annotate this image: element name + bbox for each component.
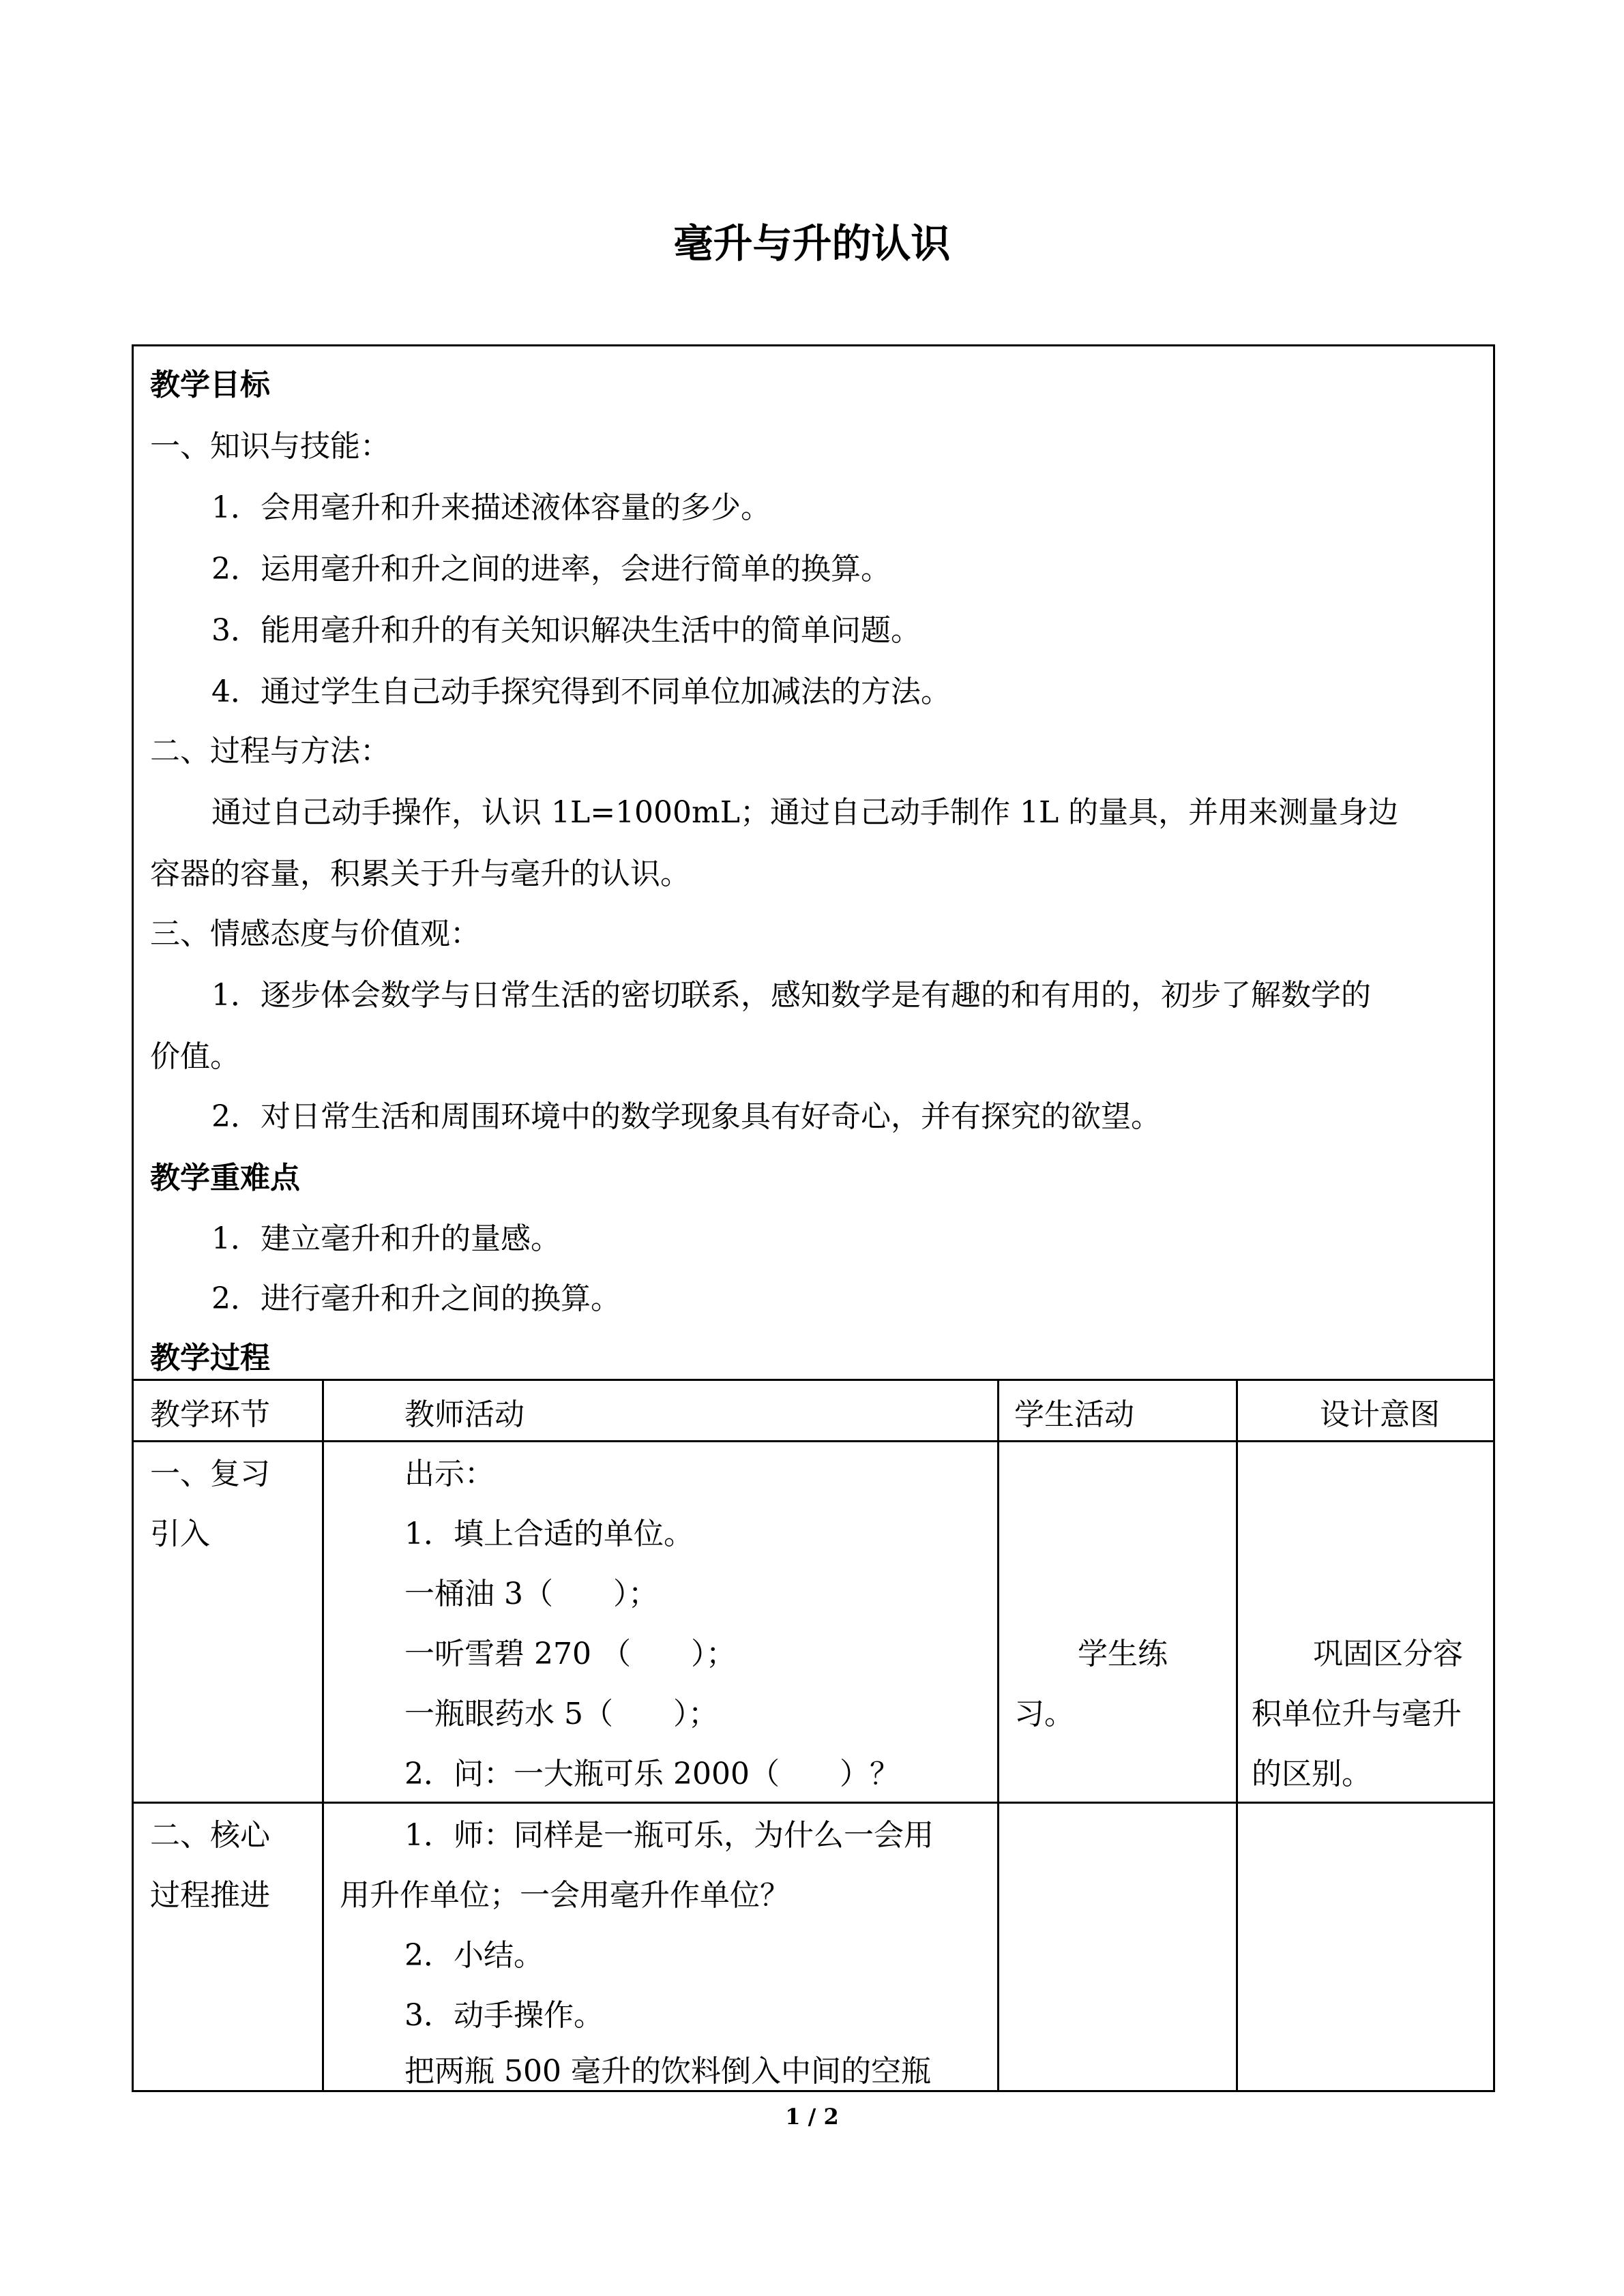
teacher-activity-line: 一桶油 3（ ）；: [404, 1577, 658, 1611]
attitude-line: 价值。: [150, 1039, 240, 1074]
page-title: 毫升与升的认识: [673, 220, 951, 267]
knowledge-item: 3．能用毫升和升的有关知识解决生活中的简单问题。: [211, 613, 921, 648]
knowledge-item: 2．运用毫升和升之间的进率，会进行简单的换算。: [211, 552, 891, 586]
teacher-activity-line: 一听雪碧 270 （ ）；: [404, 1637, 736, 1671]
knowledge-heading: 一、知识与技能：: [150, 429, 390, 464]
stage-cell-line: 二、核心: [150, 1818, 270, 1853]
process-line: 通过自己动手操作，认识 1L=1000mL；通过自己动手制作 1L 的量具，并用来测量身边: [211, 795, 1399, 830]
stage-cell-line: 引入: [150, 1517, 210, 1551]
attitude-line: 2．对日常生活和周围环境中的数学现象具有好奇心，并有探究的欲望。: [211, 1099, 1161, 1134]
attitude-heading: 三、情感态度与价值观：: [150, 916, 480, 951]
key-point-item: 1．建立毫升和升的量感。: [211, 1221, 561, 1256]
table-rule: [132, 1440, 1495, 1442]
teacher-activity-line: 2．小结。: [404, 1938, 544, 1973]
page-number: 1 / 2: [785, 2104, 839, 2130]
table-header-cell: 教师活动: [404, 1397, 525, 1432]
student-activity-line: 学生练: [1078, 1637, 1168, 1671]
process-table-heading: 教学过程: [150, 1341, 270, 1375]
design-intent-line: 巩固区分容: [1313, 1637, 1463, 1671]
teacher-activity-line: 3．动手操作。: [404, 1998, 604, 2033]
process-heading: 二、过程与方法：: [150, 734, 390, 769]
table-header-cell: 设计意图: [1320, 1397, 1440, 1432]
objectives-heading: 教学目标: [150, 368, 270, 402]
key-points-heading: 教学重难点: [150, 1161, 300, 1195]
student-activity-line: 习。: [1014, 1697, 1074, 1731]
stage-cell-line: 过程推进: [150, 1878, 270, 1913]
table-column-divider: [322, 1379, 324, 2092]
design-intent-line: 积单位升与毫升: [1252, 1697, 1462, 1731]
knowledge-item: 1．会用毫升和升来描述液体容量的多少。: [211, 490, 771, 525]
process-line: 容器的容量，积累关于升与毫升的认识。: [150, 856, 690, 891]
table-header-cell: 教学环节: [150, 1397, 270, 1432]
teacher-activity-line: 2．问：一大瓶可乐 2000（ ）？: [404, 1757, 900, 1791]
teacher-activity-line: 出示：: [404, 1457, 494, 1491]
table-header-cell: 学生活动: [1014, 1397, 1134, 1432]
table-column-divider: [997, 1379, 999, 2092]
teacher-activity-line: 1．师：同样是一瓶可乐，为什么一会用: [404, 1818, 934, 1853]
teacher-activity-line: 把两瓶 500 毫升的饮料倒入中间的空瓶: [404, 2054, 931, 2089]
attitude-line: 1．逐步体会数学与日常生活的密切联系，感知数学是有趣的和有用的，初步了解数学的: [211, 978, 1371, 1013]
teacher-activity-line: 1．填上合适的单位。: [404, 1517, 694, 1551]
knowledge-item: 4．通过学生自己动手探究得到不同单位加减法的方法。: [211, 674, 951, 709]
table-rule: [132, 1379, 1495, 1381]
design-intent-line: 的区别。: [1252, 1757, 1372, 1791]
table-rule: [132, 1802, 1495, 1804]
stage-cell-line: 一、复习: [150, 1457, 270, 1491]
key-point-item: 2．进行毫升和升之间的换算。: [211, 1281, 621, 1316]
teacher-activity-line: 用升作单位；一会用毫升作单位？: [340, 1878, 790, 1913]
table-column-divider: [1236, 1379, 1238, 2092]
teacher-activity-line: 一瓶眼药水 5（ ）；: [404, 1697, 718, 1731]
